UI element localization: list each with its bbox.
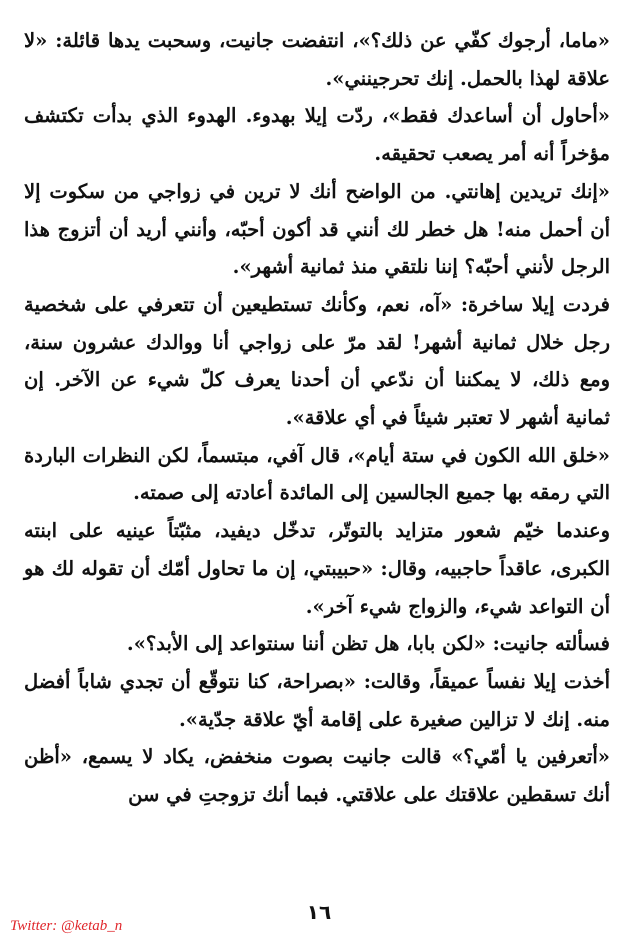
paragraph-2: «أحاول أن أساعدك فقط»، ردّت إيلا بهدوء. الهدوء الذي بدأت تكتشف مؤخراً أنه أمر يصعب تحقيقه. xyxy=(24,104,610,166)
watermark-text: Twitter: @ketab_n xyxy=(10,918,123,934)
paragraph-4: فردت إيلا ساخرة: «آه، نعم، وكأنك تستطيعين أن تتعرفي على شخصية رجل خلال ثمانية أشهر! لقد مرّ على زواجي أنا ووالدك عشرون سنة، ومع ذلك، لا يمكننا أن ندّعي أن أحدنا يعرف كلّ شيء عن الآخر. إن ثمانية أشهر لا تعتبر شيئاً في أي علاقة». xyxy=(24,292,610,430)
page-number: ١٦ xyxy=(306,900,332,924)
paragraph-9: «أتعرفين يا أمّي؟» قالت جانيت بصوت منخفض، يكاد لا يسمع، «أظن أنك تسقطين علاقتك على علاقتي. فبما أنك تزوجتِ في سن xyxy=(24,745,610,807)
paragraph-5: «خلق الله الكون في ستة أيام»، قال آفي، مبتسماً، لكن النظرات الباردة التي رمقه بها جميع الجالسين إلى المائدة أعادته إلى صمته. xyxy=(24,443,610,505)
paragraph-3: «إنك تريدين إهانتي. من الواضح أنك لا ترين في زواجي من سكوت إلا أن أحمل منه! هل خطر لك أنني قد أكون أحبّه، وأنني أريد أن أتزوج هذا الرجل لأنني أحبّه؟ إننا نلتقي منذ ثمانية أشهر». xyxy=(24,179,610,279)
paragraph-8: أخذت إيلا نفساً عميقاً، وقالت: «بصراحة، كنا نتوقّع أن تجدي شاباً أفضل منه. إنك لا تزالين صغيرة على إقامة أيّ علاقة جدّية». xyxy=(24,669,610,731)
paragraph-6: وعندما خيّم شعور متزايد بالتوتّر، تدخّل ديفيد، مثبّتاً عينيه على ابنته الكبرى، عاقداً حاجبيه، وقال: «حبيبتي، إن ما تحاول أمّك أن تقوله لك هو أن التواعد شيء، والزواج شيء آخر». xyxy=(24,519,610,618)
paragraph-1: «ماما، أرجوك كفّي عن ذلك؟»، انتفضت جانيت، وسحبت يدها قائلة: «لا علاقة لهذا بالحمل. إنك تحرجينني». xyxy=(24,29,610,90)
paragraph-7: فسألته جانيت: «لكن بابا، هل تظن أننا سنتواعد إلى الأبد؟». xyxy=(126,632,610,656)
page-body-text xyxy=(24,22,610,814)
